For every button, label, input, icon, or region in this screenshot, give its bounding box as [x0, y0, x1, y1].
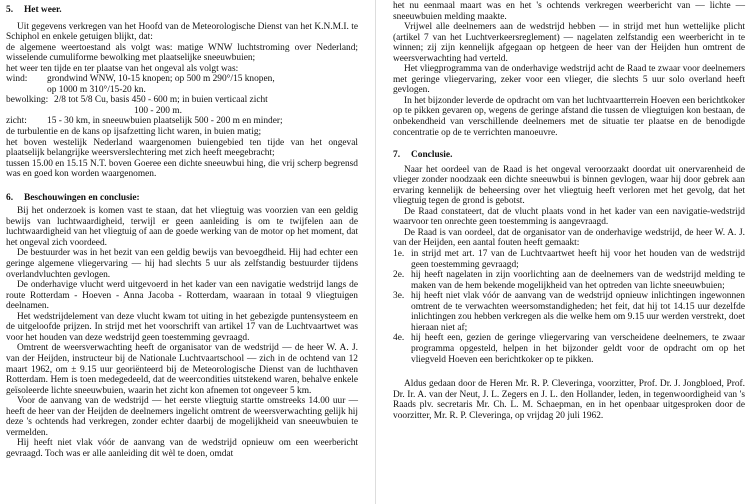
section-number: 5.	[6, 5, 14, 15]
section-title: Beschouwingen en conclusie:	[24, 192, 140, 203]
list-item-label: 3e.	[393, 291, 405, 302]
weather-visibility	[6, 116, 358, 127]
section-5-heading	[6, 5, 358, 16]
paragraph: de turbulentie en de kans op ijsafzetting licht waren, in buien matig;	[6, 127, 262, 138]
paragraph: Het wedstrijdelement van deze vlucht kwam tot uiting in het gebezigde puntensysteem en de uitgeloofde prijzen. In strijd met het voorschrift van artikel 17 van de Luchtvaartwet was voor het houden van deze wedstrijd geen toestemming gevraagd.	[6, 311, 358, 343]
paragraph: De Raad is van oordeel, dat de organisator van de onderhavige wedstrijd, de heer W. A. J. van der Heijden, een aantal fouten heeft gemaakt:	[393, 227, 745, 249]
paragraph: tussen 15.00 en 15.15 N.T. boven Goeree een dichte sneeuwbui hing, die vrij scherp begrensd was en goed kon worden waargenomen.	[6, 158, 358, 180]
left-column	[6, 0, 358, 459]
paragraph: Het vliegprogramma van de onderhavige wedstrijd acht de Raad te zwaar voor deelnemers met geringe vliegervaring, zeker voor een vlieger, die slechts 5 uur solo overland heeft gevlogen.	[393, 64, 745, 96]
list-item-text: hij heeft niet vlak vóór de aanvang van de wedstrijd opnieuw inlichtingen ingewonnen omtrent de te verwachten weersomstandigheden; het feit, dat hij tot 14.15 uur dezelfde inlichtingen zou hebben verkregen als die welke hem om 9.15 uur werden verstrekt, doet hieraan niet af;	[411, 291, 745, 333]
weather-label: bewolking:	[6, 95, 49, 106]
list-item-label: 4e.	[393, 333, 405, 344]
list-item	[393, 291, 745, 333]
weather-label: zicht:	[6, 116, 27, 127]
paragraph: Naar het oordeel van de Raad is het ongeval veroorzaakt doordat uit onervarenheid de vlieger zonder noodzaak een dichte sneeuwbui is binnen gevlogen, waar hij door gebrek aan ervaring kennelijk de beheersing over het vliegtuig heeft verloren met het gevolg, dat het vliegtuig tegen de grond is gebotst.	[393, 164, 745, 207]
paragraph: het boven westelijk Nederland waargenomen buiengebied ten tijde van het ongeval plaatselijk belangrijke weersverslechtering met zich heeft meegebracht;	[6, 137, 358, 159]
weather-value: 15 - 30 km, in sneeuwbuien plaatselijk 500 - 200 m en minder;	[47, 116, 283, 127]
section-title: Het weer.	[24, 5, 62, 15]
paragraph: Hij heeft niet vlak vóór de aanvang van de wedstrijd opnieuw om een weerbericht gevraagd. Toch was er alle aanleiding dit wèl te doen, omdat	[6, 438, 358, 459]
weather-value: grondwind WNW, 10-15 knopen; op 500 m 290°/15 knopen,	[47, 74, 275, 85]
section-7-heading	[393, 150, 745, 161]
section-title: Conclusie.	[411, 150, 453, 161]
weather-wind	[6, 74, 358, 85]
list-item-text: in strijd met art. 17 van de Luchtvaartwet heeft hij voor het houden van de wedstrijd geen toestemming gevraagd;	[411, 249, 745, 270]
paragraph: het nu eenmaal maart was en het 's ochtends verkregen weerbericht van — lichte — sneeuwbuien melding maakte.	[393, 1, 745, 22]
column-gutter	[375, 0, 376, 504]
list-item	[393, 333, 745, 365]
section-number: 6.	[6, 192, 14, 203]
paragraph: Voor de aanvang van de wedstrijd — het eerste vliegtuig startte omstreeks 14.00 uur — heeft de heer van der Heijden de deelnemers ingelicht omtrent de weersverwachting gelijk hij deze 's ochtends had verkregen, zonder echter daarbij de mogelijkheid van sneeuwbuien te vermelden.	[6, 396, 358, 438]
weather-value: 2/8 tot 5/8 Cu, basis 450 - 600 m; in buien verticaal zicht	[54, 95, 268, 106]
paragraph: Vrijwel alle deelnemers aan de wedstrijd hebben — in strijd met hun wettelijke plicht (artikel 7 van het Luchtverkeersreglement) — nagelaten zelfstandig een weerbericht in te winnen; zij zijn kennelijk afgegaan op hetgeen de heer van der Heijden hun omtrent de weersverwachting had verteld.	[393, 22, 745, 64]
paragraph: In het bijzonder leverde de opdracht om van het luchtvaartterrein Hoeven een berichtkoker op te pikken gevaren op, wegens de geringe afstand die tussen de vliegtuigen kon bestaan, de onbekendheid van verschillende deelnemers met de situatie ter plaatse en de benodigde concentratie op de te verrichten manoeuvre.	[393, 95, 745, 138]
list-item-text: hij heeft nagelaten in zijn voorlichting aan de deelnemers van de wedstrijd melding te maken van de hem bekende mogelijkheid van het optreden van lichte sneeuwbuien;	[411, 270, 745, 291]
paragraph: De onderhavige vlucht werd uitgevoerd in het kader van een navigatie wedstrijd langs de route Rotterdam - Hoeven - Anna Jacoba - Rotterdam, waaraan in totaal 9 vliegtuigen deelnamen.	[6, 280, 358, 312]
paragraph: Omtrent de weersverwachting heeft de organisator van de wedstrijd — de heer W. A. J. van der Heijden, instructeur bij de Nationale Luchtvaartschool — zich in de ochtend van 12 maart 1962, om ± 9.15 uur georiënteerd bij de Meteorologische Dienst van de luchthaven Rotterdam. Hem is toen medegedeeld, dat de weercondities uitstekend waren, behalve enkele geïsoleerde lichte sneeuwbuien, waarin het zicht kon afnemen tot ongeveer 5 km.	[6, 343, 358, 396]
list-item-label: 1e.	[393, 249, 405, 260]
list-item-label: 2e.	[393, 270, 405, 281]
section-number: 7.	[393, 150, 401, 161]
paragraph: Bij het onderzoek is komen vast te staan, dat het vliegtuig was voorzien van een geldig bewijs van luchtwaardigheid, terwijl er geen aanleiding is om te twijfelen aan de luchtwaardigheid van het vliegtuig of aan de goede werking van de motor op het moment, dat het ongeval zich voordeed.	[6, 206, 358, 248]
weather-value: 100 - 200 m.	[134, 105, 182, 116]
paragraph: De bestuurder was in het bezit van een geldig bewijs van bevoegdheid. Hij had echter een geringe algemene vliegervaring — hij had slechts 5 uur als zelfstandig bestuurder tijdens overlandvluchten gevlogen.	[6, 248, 358, 280]
weather-value: op 1000 m 310°/15-20 kn.	[47, 84, 146, 95]
paragraph: het weer ten tijde en ter plaatse van het ongeval als volgt was:	[6, 63, 239, 74]
list-item	[393, 270, 745, 291]
closing-paragraph: Aldus gedaan door de Heren Mr. R. P. Cleveringa, voorzitter, Prof. Dr. J. Jongbloed, Prof. Dr. Ir. A. van der Neut, J. L. Zegers en J. L. den Hollander, leden, in tegenwoordigheid van 's Raads plv. secretaris Mr. Ch. L. M. Schaepman, en in het openbaar uitgesproken door de voorzitter, Mr. R. P. Cleveringa, op vrijdag 20 juli 1962.	[393, 379, 745, 421]
section-6-heading	[6, 193, 358, 204]
list-item-text: hij heeft een, gezien de geringe vliegervaring van verscheidene deelnemers, te zwaar programma opgesteld, helpen in het bijzonder geldt voor de opdracht om op het vliegveld Hoeven een berichtkoker op te pikken.	[411, 333, 745, 365]
list-item	[393, 249, 745, 270]
paragraph: Uit gegevens verkregen van het Hoofd van de Meteorologische Dienst van het K.N.M.I. te Schiphol en enkele getuigen blijkt, dat:	[6, 21, 358, 43]
weather-label: wind:	[6, 74, 28, 85]
paragraph: De Raad constateert, dat de vlucht plaats vond in het kader van een navigatie-wedstrijd waarvoor ten onrechte geen toestemming is aangevraagd.	[393, 206, 745, 228]
paragraph: de algemene weertoestand als volgt was: matige WNW luchtstroming over Nederland; wisselende cumuliforme bewolking met plaatselijke sneeuwbuien;	[6, 42, 358, 64]
weather-clouds	[6, 95, 358, 106]
right-column	[393, 0, 745, 421]
